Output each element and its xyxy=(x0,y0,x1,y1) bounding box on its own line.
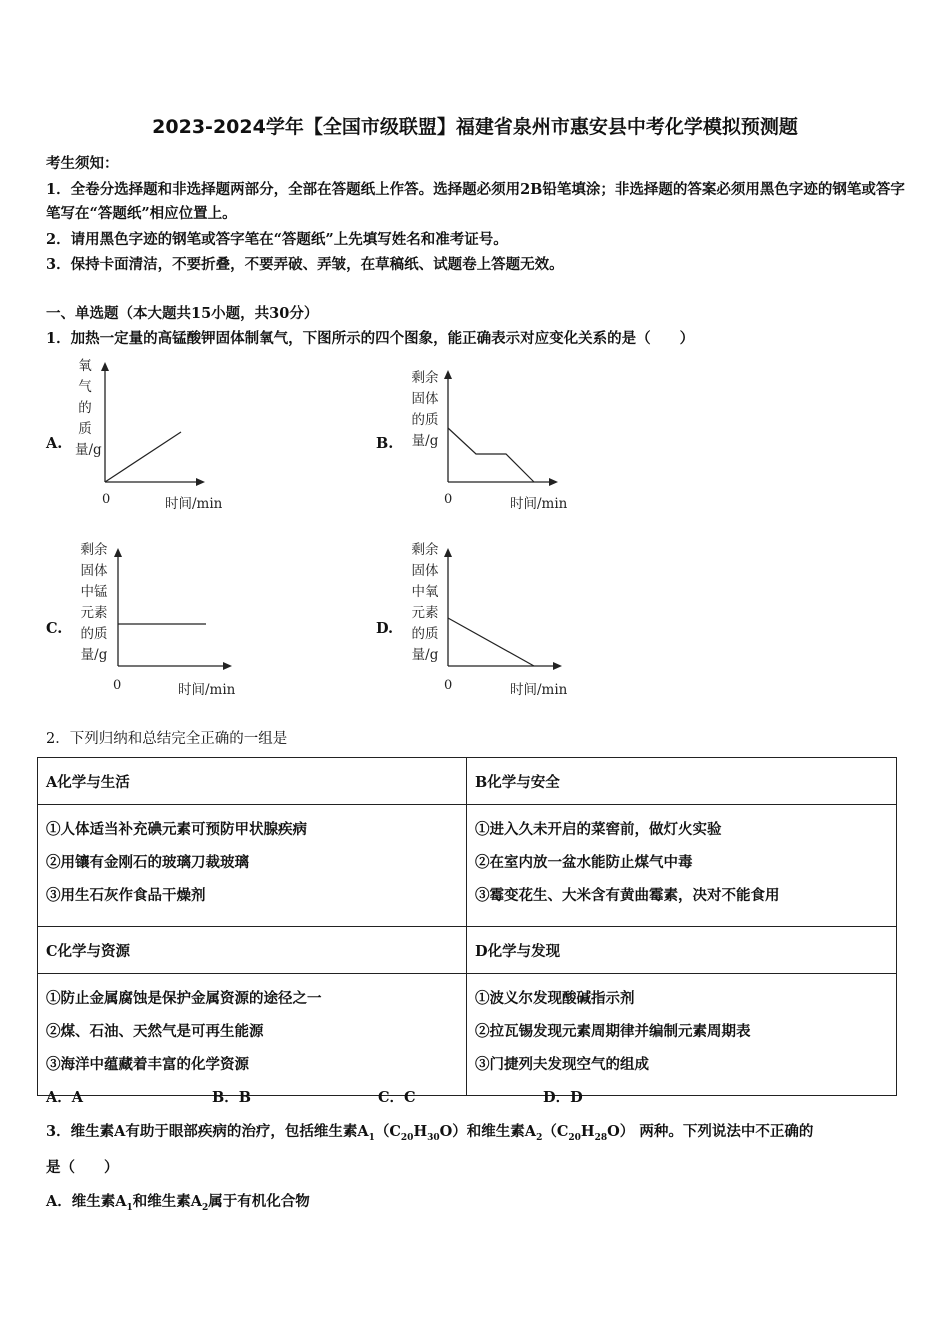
q2-d-item-1: ①波义尔发现酸碱指示剂 xyxy=(475,990,635,1007)
q3-formula-1-b: 20 xyxy=(400,1132,414,1143)
graph-d xyxy=(438,544,562,674)
graph-a xyxy=(95,358,205,488)
graph-b-y-arrow xyxy=(444,370,452,379)
q1-stem: 1．加热一定量的高锰酸钾固体制氧气，下图所示的四个图象，能正确表示对应变化关系的是（ ） xyxy=(46,330,695,347)
graph-a-xlabel: 时间/min xyxy=(165,496,223,512)
graph-b-xlabel: 时间/min xyxy=(510,496,568,512)
q2-stem: 2．下列归纳和总结完全正确的一组是 xyxy=(46,731,288,747)
q2-option-b: B．B xyxy=(212,1089,252,1106)
q2-cell-a-head: A化学与生活 xyxy=(38,758,467,805)
q3-option-a xyxy=(46,1190,310,1213)
graph-d-ylabel: 剩余固体中氧元素的质量/g xyxy=(411,542,439,663)
q3-formula-2-e: O） 两种。下列说法中不正确的 xyxy=(607,1123,814,1140)
q2-option-a: A．A xyxy=(46,1089,84,1106)
q3-formula-2-b: 20 xyxy=(568,1132,581,1143)
graph-d-xlabel: 时间/min xyxy=(510,682,568,698)
graph-b-origin: 0 xyxy=(444,492,453,507)
graph-b-curve xyxy=(448,428,534,482)
graph-c-y-arrow xyxy=(114,548,122,557)
q2-cell-c-head: C化学与资源 xyxy=(38,927,467,974)
q3-formula-2-d: 28 xyxy=(594,1132,608,1143)
q2-option-d: D．D xyxy=(543,1089,583,1106)
q3-formula-1-d: 30 xyxy=(427,1132,440,1143)
q2-cell-b-body xyxy=(467,805,897,927)
q3-formula-1-c: H xyxy=(413,1123,428,1140)
graph-a-x-arrow xyxy=(196,478,205,486)
graph-c-ylabel: 剩余固体中锰元素的质量/g xyxy=(80,542,108,663)
q3-stem-cont: 是（ ） xyxy=(46,1159,119,1176)
q3-option-a-part-3: 属于有机化合物 xyxy=(208,1193,310,1210)
page-title: 2023-2024学年【全国市级联盟】福建省泉州市惠安县中考化学模拟预测题 xyxy=(152,116,798,138)
notes-item-1: 1．全卷分选择题和非选择题两部分，全部在答题纸上作答。选择题必须用2B铅笔填涂；非选择题的答案必须用黑色字迹的钢笔或答字笔写在“答题纸”相应位置上。 xyxy=(46,181,905,222)
graph-c-label: C. xyxy=(46,620,63,637)
notes-item-3: 3．保持卡面清洁，不要折叠，不要弄破、弄皱，在草稿纸、试题卷上答题无效。 xyxy=(46,256,564,273)
q3-option-a-part-2: 和维生素A xyxy=(132,1193,203,1210)
graph-a-y-arrow xyxy=(101,362,109,371)
graph-b-x-arrow xyxy=(549,478,558,486)
q3-stem-part-1: 3．维生素A有助于眼部疾病的治疗，包括维生素A xyxy=(46,1123,369,1140)
q3-formula-1-a: （C xyxy=(374,1123,401,1140)
graph-b-label: B. xyxy=(376,435,394,452)
q2-a-item-3: ③用生石灰作食品干燥剂 xyxy=(46,887,206,904)
q3-option-a-part-1: A．维生素A xyxy=(46,1193,127,1210)
graph-c-xlabel: 时间/min xyxy=(178,682,236,698)
graph-c-origin: 0 xyxy=(113,678,122,693)
graph-a-label: A. xyxy=(46,435,63,452)
q2-table xyxy=(37,757,897,1096)
graph-a-curve xyxy=(105,432,181,482)
notes-item-2: 2．请用黑色字迹的钢笔或答字笔在“答题纸”上先填写姓名和准考证号。 xyxy=(46,231,508,248)
graph-c-x-arrow xyxy=(223,662,232,670)
q2-cell-b-head: B化学与安全 xyxy=(467,758,897,805)
graph-a-ylabel: 氧气的质量/g xyxy=(75,358,102,458)
q2-b-item-2: ②在室内放一盆水能防止煤气中毒 xyxy=(475,854,693,871)
q2-a-item-2: ②用镶有金刚石的玻璃刀裁玻璃 xyxy=(46,854,249,871)
graph-d-x-arrow xyxy=(553,662,562,670)
q2-cell-d-body xyxy=(467,974,897,1096)
q3-sub-1: 1 xyxy=(368,1132,375,1143)
graph-d-label: D. xyxy=(376,620,394,637)
q2-cell-d-head: D化学与发现 xyxy=(467,927,897,974)
graph-a-origin: 0 xyxy=(102,492,111,507)
graph-b-ylabel: 剩余固体的质量/g xyxy=(411,370,439,449)
q2-cell-c-body xyxy=(38,974,467,1096)
q2-b-item-1: ①进入久未开启的菜窖前，做灯火实验 xyxy=(475,821,722,838)
q3-option-a-sub-2: 2 xyxy=(202,1202,209,1213)
q3-formula-1-e: O）和维生素A xyxy=(439,1123,537,1140)
notes-heading: 考生须知： xyxy=(46,155,119,172)
q2-c-item-2: ②煤、石油、天然气是可再生能源 xyxy=(46,1023,264,1040)
q2-d-item-3: ③门捷列夫发现空气的组成 xyxy=(475,1056,649,1073)
q2-cell-a-body xyxy=(38,805,467,927)
q3-formula-2-c: H xyxy=(580,1123,595,1140)
q3-sub-2: 2 xyxy=(536,1132,543,1143)
q3-option-a-sub-1: 1 xyxy=(126,1202,133,1213)
q2-c-item-1: ①防止金属腐蚀是保护金属资源的途径之一 xyxy=(46,990,322,1007)
q3-formula-2-a: （C xyxy=(542,1123,569,1140)
graph-b xyxy=(438,366,558,488)
graph-d-curve xyxy=(448,618,534,666)
q2-b-item-3: ③霉变花生、大米含有黄曲霉素，决对不能食用 xyxy=(475,887,780,904)
q2-option-c: C．C xyxy=(378,1089,416,1106)
graph-c xyxy=(108,544,232,674)
q2-a-item-1: ①人体适当补充碘元素可预防甲状腺疾病 xyxy=(46,821,307,838)
q2-d-item-2: ②拉瓦锡发现元素周期律并编制元素周期表 xyxy=(475,1023,751,1040)
section-heading: 一、单选题（本大题共15小题，共30分） xyxy=(46,305,319,322)
q3-stem xyxy=(46,1120,813,1143)
q2-c-item-3: ③海洋中蕴藏着丰富的化学资源 xyxy=(46,1056,249,1073)
graph-d-y-arrow xyxy=(444,548,452,557)
graph-d-origin: 0 xyxy=(444,678,453,693)
